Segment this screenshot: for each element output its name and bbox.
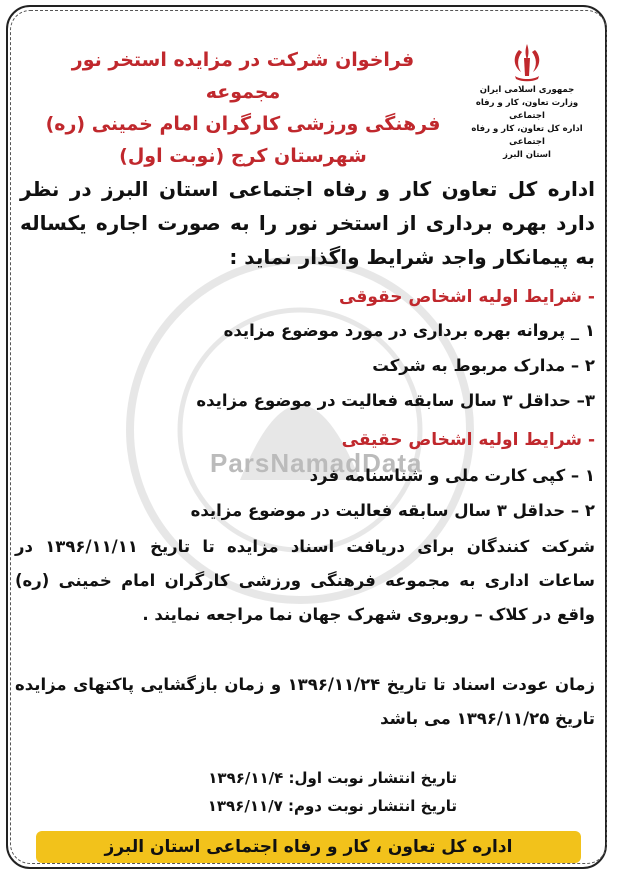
natural-persons-list	[20, 458, 595, 528]
legal-persons-list	[20, 313, 595, 418]
second-publication-date: تاریخ انتشار نوبت دوم: ۱۳۹۶/۱۱/۷	[207, 797, 457, 815]
footer-bar	[36, 831, 581, 863]
natural-persons-heading: - شرایط اولیه اشخاص حقیقی	[341, 430, 595, 450]
publication-dates	[157, 764, 457, 820]
ministry-block	[457, 40, 597, 162]
list-item: ۳– حداقل ۳ سال سابقه فعالیت در موضوع مزایده	[196, 391, 595, 410]
ministry-line: استان البرز	[503, 150, 551, 160]
list-item: ۱ _ پروانه بهره برداری در مورد موضوع مزایده	[223, 321, 595, 340]
document-collection-paragraph: شرکت کنندگان برای دریافت اسناد مزایده تا تاریخ ۱۳۹۶/۱۱/۱۱ در ساعات اداری به مجموعه فرهنگی ورزشی کارگران امام خمینی (ره) واقع در کلاک – روبروی شهرک جهان نما مراجعه نمایند .	[15, 537, 595, 624]
list-item: ۱ – کپی کارت ملی و شناسنامه فرد	[309, 466, 595, 485]
legal-persons-heading: - شرایط اولیه اشخاص حقوقی	[339, 287, 595, 307]
ministry-line: وزارت تعاون، کار و رفاه اجتماعی	[475, 98, 579, 121]
notice-title	[33, 44, 453, 172]
list-item: ۲ – مدارک مربوط به شرکت	[372, 356, 595, 375]
title-line: فرهنگی ورزشی کارگران امام خمینی (ره)	[45, 113, 441, 135]
title-line: شهرستان کرج (نوبت اول)	[119, 145, 367, 167]
ministry-lines	[457, 97, 597, 162]
return-opening-paragraph: زمان عودت اسناد تا تاریخ ۱۳۹۶/۱۱/۲۴ و زمان بازگشایی پاکتهای مزایده تاریخ ۱۳۹۶/۱۱/۲۵ می باشد	[15, 675, 595, 728]
list-item: ۲ – حداقل ۳ سال سابقه فعالیت در موضوع مزایده	[190, 501, 595, 520]
iran-emblem-icon	[505, 40, 549, 84]
first-publication-date: تاریخ انتشار نوبت اول: ۱۳۹۶/۱۱/۴	[208, 769, 457, 787]
footer-text: اداره کل تعاون ، کار و رفاه اجتماعی استان البرز	[104, 837, 513, 857]
watermark-brand: ParsNamadData	[210, 448, 423, 478]
title-line: فراخوان شرکت در مزایده استخر نور مجموعه	[71, 49, 415, 103]
ministry-line: اداره کل تعاون، کار و رفاه اجتماعی	[471, 124, 583, 147]
intro-paragraph: اداره کل تعاون کار و رفاه اجتماعی استان البرز در نظر دارد بهره برداری از استخر نور را به صورت اجاره یکساله به پیمانکار واجد شرایط واگذار نماید :	[20, 177, 595, 269]
emblem-label: جمهوری اسلامی ایران	[479, 85, 575, 95]
